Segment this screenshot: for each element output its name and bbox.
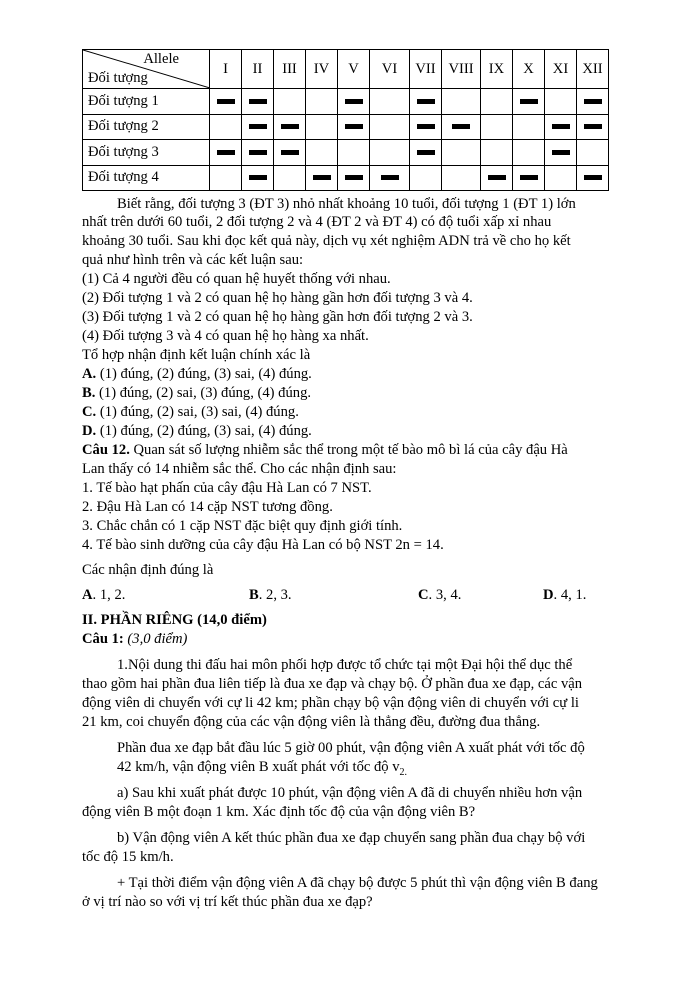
- allele-band-mark: [488, 175, 506, 180]
- allele-cell: [513, 114, 545, 140]
- table-corner-cell: [83, 50, 210, 89]
- pa-line: a) Sau khi xuất phát được 10 phút, vận động viên A đã di chuyển nhiều hơn vận: [117, 785, 583, 801]
- column-header: VI: [370, 50, 410, 89]
- q11-intro-line: nhất trên dưới 60 tuổi, 2 đối tượng 2 và 4 (ĐT 2 và ĐT 4) có độ tuổi xấp xỉ nhau: [82, 214, 552, 230]
- allele-band-mark: [281, 124, 299, 129]
- row-label: Đối tượng 4: [83, 165, 210, 191]
- row-label: Đối tượng 3: [83, 140, 210, 166]
- column-header: IX: [481, 50, 513, 89]
- allele-band-mark: [217, 99, 235, 104]
- q11-intro-line: quả như hình trên và các kết luận sau:: [82, 252, 304, 268]
- allele-cell: [274, 114, 306, 140]
- column-header: III: [274, 50, 306, 89]
- allele-cell: [442, 140, 481, 166]
- row-label: Đối tượng 1: [83, 89, 210, 115]
- allele-cell: [242, 140, 274, 166]
- option-text: . 3, 4.: [428, 587, 462, 603]
- allele-band-mark: [584, 175, 602, 180]
- column-header: XII: [577, 50, 609, 89]
- q11-option-a: [82, 366, 312, 383]
- allele-cell: [370, 89, 410, 115]
- allele-cell: [370, 165, 410, 191]
- q11-statement: (1) Cả 4 người đều có quan hệ huyết thống với nhau.: [82, 271, 391, 287]
- option-key: D: [543, 587, 554, 603]
- column-header: I: [210, 50, 242, 89]
- allele-cell: [274, 165, 306, 191]
- allele-cell: [274, 89, 306, 115]
- allele-cell: [210, 89, 242, 115]
- option-text: . 2, 3.: [258, 587, 292, 603]
- column-header: V: [338, 50, 370, 89]
- allele-cell: [513, 140, 545, 166]
- q11-statement: (3) Đối tượng 1 và 2 có quan hệ họ hàng gần hơn đối tượng 2 và 3.: [82, 309, 473, 325]
- header-subject: Đối tượng: [88, 70, 148, 86]
- q12-option-c: [418, 587, 461, 604]
- allele-cell: [210, 114, 242, 140]
- q11-statement: (4) Đối tượng 3 và 4 có quan hệ họ hàng xa nhất.: [82, 328, 369, 344]
- option-key: A.: [82, 366, 97, 382]
- table-row: [83, 165, 609, 191]
- allele-band-mark: [552, 124, 570, 129]
- q1-points: (3,0 điểm): [123, 631, 188, 647]
- column-header: XI: [545, 50, 577, 89]
- allele-cell: [210, 140, 242, 166]
- allele-band-mark: [249, 99, 267, 104]
- option-key: A: [82, 587, 93, 603]
- allele-cell: [577, 114, 609, 140]
- allele-band-mark: [249, 150, 267, 155]
- allele-cell: [338, 165, 370, 191]
- pc-line: + Tại thời điểm vận động viên A đã chạy bộ được 5 phút thì vận động viên B đang: [117, 875, 598, 891]
- allele-cell: [442, 89, 481, 115]
- table-row: [83, 89, 609, 115]
- allele-cell: [481, 89, 513, 115]
- allele-cell: [545, 89, 577, 115]
- allele-cell: [306, 114, 338, 140]
- row-label: Đối tượng 2: [83, 114, 210, 140]
- allele-band-mark: [520, 175, 538, 180]
- part2-heading: II. PHẦN RIÊNG (14,0 điểm): [82, 612, 267, 628]
- q12-line-2: Lan thấy có 14 nhiễm sắc thể. Cho các nhận định sau:: [82, 461, 397, 477]
- allele-cell: [306, 165, 338, 191]
- allele-cell: [442, 114, 481, 140]
- header-allele: Allele: [143, 51, 179, 67]
- option-key: B.: [82, 385, 96, 401]
- allele-cell: [410, 89, 442, 115]
- allele-band-mark: [520, 99, 538, 104]
- q11-option-c: [82, 404, 299, 421]
- allele-band-mark: [249, 175, 267, 180]
- q12-prompt: Các nhận định đúng là: [82, 562, 214, 578]
- allele-cell: [370, 114, 410, 140]
- allele-cell: [577, 89, 609, 115]
- pb-line: tốc độ 15 km/h.: [82, 849, 174, 865]
- q11-option-b: [82, 385, 311, 402]
- q12-statement: 2. Đậu Hà Lan có 14 cặp NST tương đồng.: [82, 499, 333, 515]
- option-text: (1) đúng, (2) sai, (3) sai, (4) đúng.: [96, 404, 299, 420]
- allele-cell: [306, 140, 338, 166]
- option-text: (1) đúng, (2) sai, (3) đúng, (4) đúng.: [95, 385, 312, 401]
- q12-option-a: [82, 587, 125, 604]
- option-key: C: [418, 587, 429, 603]
- allele-cell: [410, 140, 442, 166]
- allele-cell: [410, 165, 442, 191]
- allele-cell: [481, 114, 513, 140]
- allele-cell: [513, 89, 545, 115]
- allele-band-mark: [217, 150, 235, 155]
- allele-band-mark: [417, 99, 435, 104]
- allele-band-mark: [584, 124, 602, 129]
- q11-intro-line: Biết rằng, đối tượng 3 (ĐT 3) nhỏ nhất khoảng 10 tuổi, đối tượng 1 (ĐT 1) lớn: [117, 196, 576, 212]
- allele-cell: [577, 140, 609, 166]
- option-key: D.: [82, 423, 97, 439]
- allele-band-mark: [345, 99, 363, 104]
- table-row: [83, 114, 609, 140]
- q12-statement: 4. Tế bào sinh dưỡng của cây đậu Hà Lan có bộ NST 2n = 14.: [82, 537, 444, 553]
- pc-line: ở vị trí nào so với vị trí kết thúc phần đua xe đạp?: [82, 894, 373, 910]
- allele-cell: [274, 140, 306, 166]
- q12-line-1: [82, 442, 568, 459]
- allele-cell: [545, 140, 577, 166]
- option-text: . 1, 2.: [92, 587, 126, 603]
- allele-cell: [306, 89, 338, 115]
- q11-statement: (2) Đối tượng 1 và 2 có quan hệ họ hàng gần hơn đối tượng 3 và 4.: [82, 290, 473, 306]
- column-header: VIII: [442, 50, 481, 89]
- allele-cell: [242, 89, 274, 115]
- table-row: [83, 140, 609, 166]
- option-key: C.: [82, 404, 97, 420]
- allele-band-mark: [249, 124, 267, 129]
- allele-cell: [481, 140, 513, 166]
- option-text: (1) đúng, (2) đúng, (3) sai, (4) đúng.: [96, 423, 312, 439]
- q12-label: Câu 12.: [82, 442, 130, 458]
- allele-cell: [242, 165, 274, 191]
- allele-band-mark: [417, 150, 435, 155]
- allele-band-mark: [313, 175, 331, 180]
- column-header: VII: [410, 50, 442, 89]
- allele-band-mark: [452, 124, 470, 129]
- allele-cell: [545, 165, 577, 191]
- p1-line: 1.Nội dung thi đấu hai môn phối hợp được tổ chức tại một Đại hội thể dục thể: [117, 657, 573, 673]
- allele-cell: [513, 165, 545, 191]
- p1-line: thao gồm hai phần đua liên tiếp là đua xe đạp và chạy bộ. Ở phần đua xe đạp, các vận: [82, 676, 583, 692]
- allele-band-mark: [584, 99, 602, 104]
- allele-band-mark: [345, 175, 363, 180]
- allele-band-mark: [345, 124, 363, 129]
- allele-cell: [481, 165, 513, 191]
- q1-label: Câu 1:: [82, 631, 124, 647]
- option-text: (1) đúng, (2) đúng, (3) sai, (4) đúng.: [96, 366, 312, 382]
- allele-cell: [410, 114, 442, 140]
- q12-statement: 3. Chắc chắn có 1 cặp NST đặc biệt quy định giới tính.: [82, 518, 403, 534]
- q11-option-d: [82, 423, 312, 440]
- q11-prompt: Tổ hợp nhận định kết luận chính xác là: [82, 347, 311, 363]
- allele-band-mark: [281, 150, 299, 155]
- allele-cell: [577, 165, 609, 191]
- p2-line: Phần đua xe đạp bắt đầu lúc 5 giờ 00 phút, vận động viên A xuất phát với tốc độ: [117, 740, 585, 756]
- allele-table: [82, 49, 609, 191]
- q12-option-d: [543, 587, 586, 604]
- pb-line: b) Vận động viên A kết thúc phần đua xe đạp chuyển sang phần đua chạy bộ với: [117, 830, 586, 846]
- q12-option-b: [249, 587, 292, 604]
- p1-line: động viên di chuyển với cự li 42 km; phần chạy bộ vận động viên di chuyển với cự li: [82, 695, 579, 711]
- option-key: B: [249, 587, 259, 603]
- allele-cell: [338, 114, 370, 140]
- p2-text: 42 km/h, vận động viên B xuất phát với tốc độ v: [117, 759, 400, 775]
- column-header: II: [242, 50, 274, 89]
- q12-statement: 1. Tế bào hạt phấn của cây đậu Hà Lan có 7 NST.: [82, 480, 372, 496]
- pa-line: động viên B một đoạn 1 km. Xác định tốc độ của vận động viên B?: [82, 804, 476, 820]
- q11-intro-line: khoảng 30 tuổi. Sau khi đọc kết quả này, dịch vụ xét nghiệm ADN trả về cho họ kết: [82, 233, 571, 249]
- allele-band-mark: [417, 124, 435, 129]
- allele-cell: [210, 165, 242, 191]
- allele-cell: [242, 114, 274, 140]
- allele-cell: [338, 140, 370, 166]
- allele-cell: [442, 165, 481, 191]
- allele-band-mark: [552, 150, 570, 155]
- option-text: . 4, 1.: [553, 587, 587, 603]
- column-header: X: [513, 50, 545, 89]
- allele-cell: [338, 89, 370, 115]
- p2-line-2: [117, 759, 407, 778]
- column-header: IV: [306, 50, 338, 89]
- allele-cell: [370, 140, 410, 166]
- allele-band-mark: [381, 175, 399, 180]
- p1-line: 21 km, coi chuyển động của các vận động viên là thẳng đều, đường đua thẳng.: [82, 714, 541, 730]
- part2-q1-header: [82, 631, 187, 648]
- p2-subscript: 2.: [399, 766, 408, 778]
- allele-cell: [545, 114, 577, 140]
- table-header-row: [83, 50, 609, 89]
- q12-text: Quan sát số lượng nhiễm sắc thể trong một tế bào mô bì lá của cây đậu Hà: [129, 442, 568, 458]
